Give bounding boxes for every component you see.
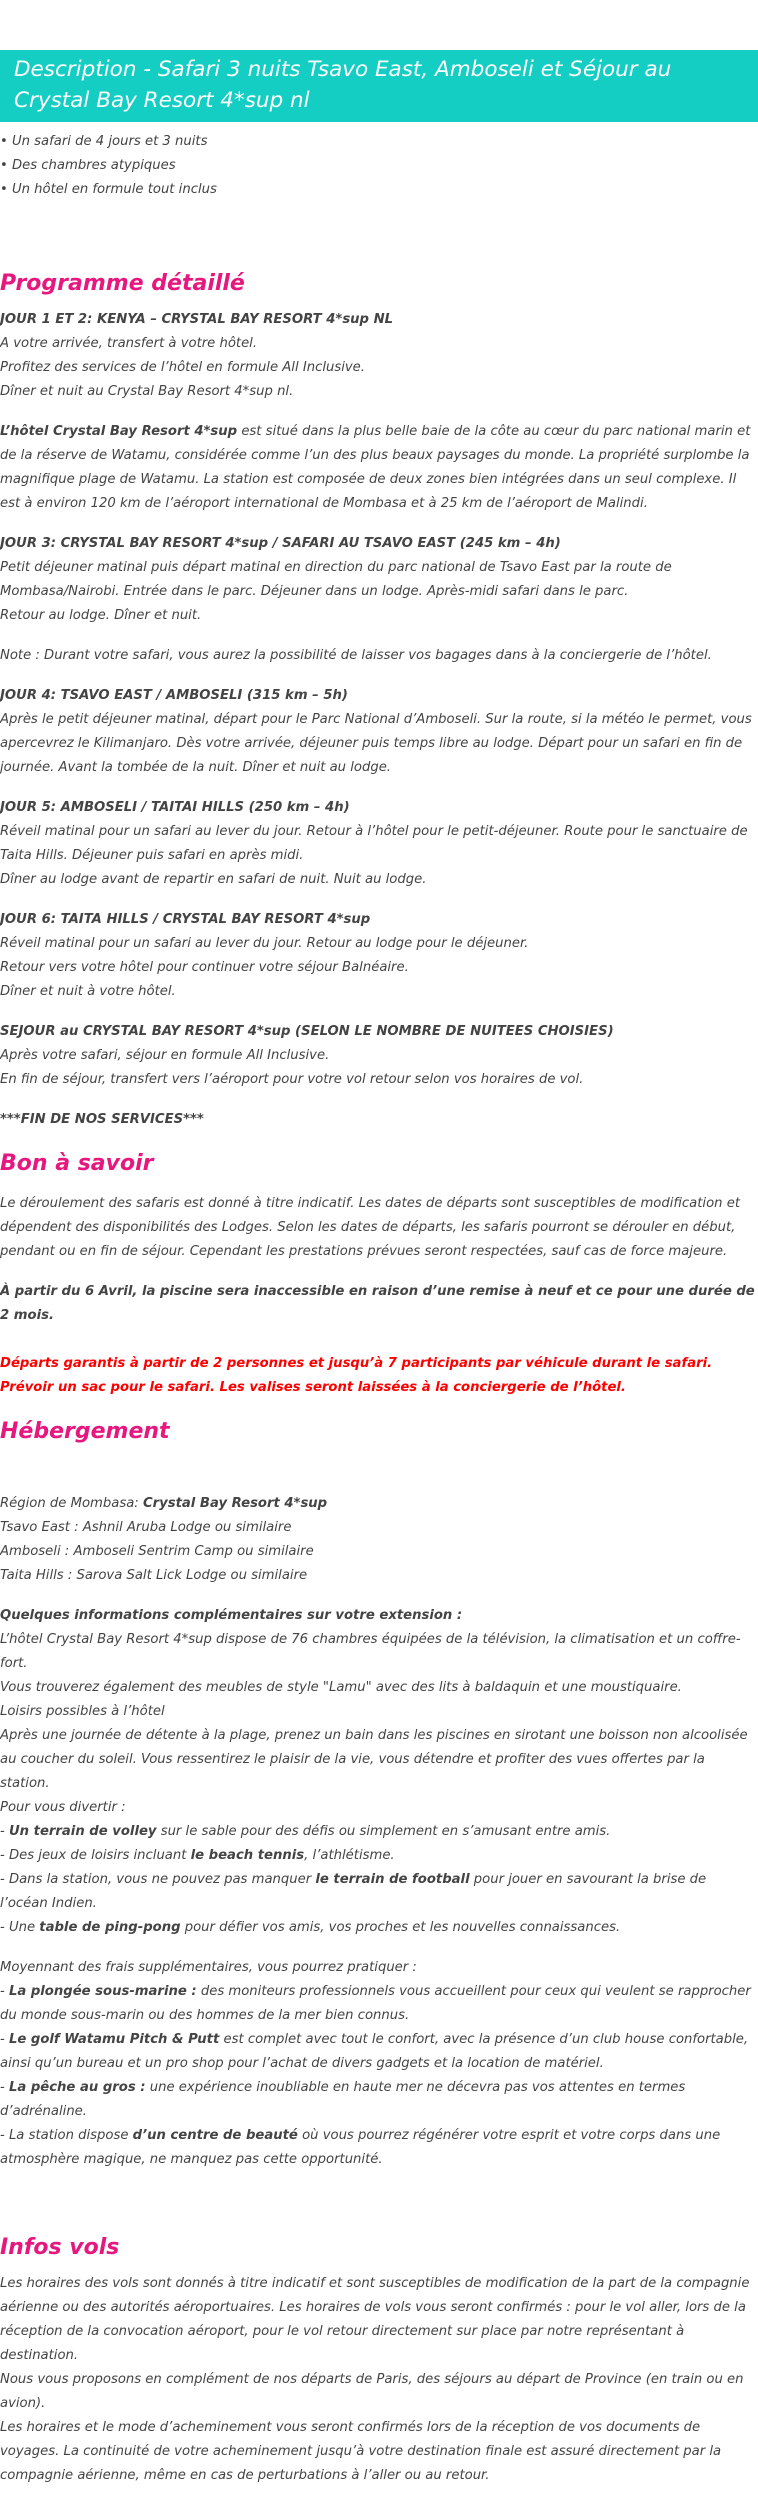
bon-a-savoir-heading: Bon à savoir bbox=[0, 1151, 154, 1176]
page bbox=[0, 50, 758, 2502]
end-of-services: ***FIN DE NOS SERVICES*** bbox=[0, 1112, 204, 1127]
note-text: Note : Durant votre safari, vous aurez la possibilité de laisser vos bagages dans à la conciergerie de l’hôtel. bbox=[0, 648, 712, 663]
activity-item bbox=[0, 1868, 758, 1916]
activity-item bbox=[0, 1820, 758, 1844]
hotel-text: est situé dans la plus belle baie de la côte au cœur du parc national marin et de la réserve de Watamu, considérée comme l’un des plus beaux paysages du monde. La propriété surplombe la magnifique plage de Watamu. La station est composée de deux zones bien intégrées dans un seul complexe. Il est à environ 120 km de l’aéroport international de Mombasa et à 25 km de l’aéroport de Malindi. bbox=[0, 424, 751, 511]
activity-text: où vous pourrez régénérer votre esprit et votre corps dans une atmosphère magique, ne manquez pas cette opportunité. bbox=[0, 2128, 721, 2167]
activity-prefix: - La station dispose bbox=[0, 2128, 133, 2143]
day-text: Dîner et nuit à votre hôtel. bbox=[0, 984, 176, 999]
activity-text: des moniteurs professionnels vous accueillent pour ceux qui veulent se rapprocher du monde sous-marin ou des hommes de la mer bien connus. bbox=[0, 1984, 751, 2023]
activity-prefix: - bbox=[0, 2032, 9, 2047]
activity-name: le terrain de football bbox=[315, 1872, 470, 1887]
day-text: Retour au lodge. Dîner et nuit. bbox=[0, 608, 202, 623]
programme-section bbox=[0, 308, 758, 1132]
info-paragraph: Le déroulement des safaris est donné à titre indicatif. Les dates de départs sont susceptibles de modification et dépendent des disponibilités des Lodges. Selon les dates de départs, les safaris pourront se dérouler en début, pendant ou en fin de séjour. Cependant les prestations prévues seront respectées, sauf cas de force majeure. bbox=[0, 1196, 740, 1259]
warning-text: Prévoir un sac pour le safari. Les valises seront laissées à la conciergerie de l’hôtel. bbox=[0, 1380, 626, 1395]
activity-text: , l’athlétisme. bbox=[304, 1848, 395, 1863]
day-text: En fin de séjour, transfert vers l’aéroport pour votre vol retour selon vos horaires de vol. bbox=[0, 1072, 584, 1087]
flight-info-text: Nous vous proposons en complément de nos départs de Paris, des séjours au départ de Province (en train ou en avion). bbox=[0, 2372, 744, 2411]
activity-name: le beach tennis bbox=[190, 1848, 305, 1863]
hotel-name: L’hôtel Crystal Bay Resort 4*sup bbox=[0, 424, 238, 439]
highlights-list bbox=[0, 130, 758, 202]
day-text: Après le petit déjeuner matinal, départ pour le Parc National d’Amboseli. Sur la route, si la météo le permet, vous apercevrez le Kilimanjaro. Dès votre arrivée, déjeuner puis temps libre au lodge. Départ pour un safari en fin de journée. Avant la tombée de la nuit. Dîner et nuit au lodge. bbox=[0, 712, 752, 775]
programme-heading: Programme détaillé bbox=[0, 271, 245, 296]
activity-text: pour jouer en savourant la brise de l’océan Indien. bbox=[0, 1872, 707, 1911]
day-title: SEJOUR au CRYSTAL BAY RESORT 4*sup (SELON LE NOMBRE DE NUITEES CHOISIES) bbox=[0, 1024, 614, 1039]
page-title-banner bbox=[0, 50, 758, 122]
day-text: Réveil matinal pour un safari au lever du jour. Retour au lodge pour le déjeuner. bbox=[0, 936, 529, 951]
pool-notice: À partir du 6 Avril, la piscine sera inaccessible en raison d’une remise à neuf et ce pour une durée de 2 mois. bbox=[0, 1284, 755, 1323]
lodging-line: Tsavo East : Ashnil Aruba Lodge ou similaire bbox=[0, 1520, 292, 1535]
activity-name: Le golf Watamu Pitch & Putt bbox=[8, 2032, 220, 2047]
activity-prefix: - Dans la station, vous ne pouvez pas manquer bbox=[0, 1872, 316, 1887]
page-title: Description - Safari 3 nuits Tsavo East, Amboseli et Séjour au Crystal Bay Resort 4*sup nl bbox=[14, 57, 672, 113]
lodging-line: Taita Hills : Sarova Salt Lick Lodge ou similaire bbox=[0, 1568, 308, 1583]
extension-text: Après une journée de détente à la plage, prenez un bain dans les piscines en sirotant une boisson non alcoolisée au coucher du soleil. Vous ressentirez le plaisir de la vie, vous détendre et profiter des vues offertes par la station. bbox=[0, 1728, 748, 1791]
activity-name: table de ping-pong bbox=[39, 1920, 181, 1935]
day-title: JOUR 5: AMBOSELI / TAITAI HILLS (250 km – 4h) bbox=[0, 800, 350, 815]
list-item: • Des chambres atypiques bbox=[0, 158, 176, 173]
extra-activity-item bbox=[0, 1980, 758, 2028]
day-text: A votre arrivée, transfert à votre hôtel. bbox=[0, 336, 258, 351]
day-text: Profitez des services de l’hôtel en formule All Inclusive. bbox=[0, 360, 365, 375]
bon-a-savoir-section bbox=[0, 1192, 758, 1400]
extension-text: Loisirs possibles à l’hôtel bbox=[0, 1704, 165, 1719]
day-title: JOUR 1 ET 2: KENYA – CRYSTAL BAY RESORT 4*sup NL bbox=[0, 312, 394, 327]
list-item: • Un hôtel en formule tout inclus bbox=[0, 182, 217, 197]
activity-name: La plongée sous-marine : bbox=[8, 1984, 197, 1999]
activity-text: est complet avec tout le confort, avec la présence d’un club house confortable, ainsi qu’un bureau et un pro shop pour l’achat de divers gadgets et la location de matériel. bbox=[0, 2032, 749, 2071]
extension-text: L’hôtel Crystal Bay Resort 4*sup dispose de 76 chambres équipées de la télévision, la climatisation et un coffre-fort. bbox=[0, 1632, 741, 1671]
day-title: JOUR 4: TSAVO EAST / AMBOSELI (315 km – 5h) bbox=[0, 688, 348, 703]
hotel-description bbox=[0, 420, 758, 516]
lodging-line: Amboseli : Amboseli Sentrim Camp ou similaire bbox=[0, 1544, 314, 1559]
extra-activity-item bbox=[0, 2028, 758, 2076]
extra-activity-item bbox=[0, 2076, 758, 2124]
extra-activities-intro: Moyennant des frais supplémentaires, vous pourrez pratiquer : bbox=[0, 1960, 417, 1975]
hebergement-section bbox=[0, 1492, 758, 2172]
lodging-hotel-name: Crystal Bay Resort 4*sup bbox=[142, 1496, 328, 1511]
activity-prefix: - Des jeux de loisirs incluant bbox=[0, 1848, 191, 1863]
activity-prefix: - Une bbox=[0, 1920, 40, 1935]
activity-name: Un terrain de volley bbox=[8, 1824, 157, 1839]
flight-info-text: Les horaires des vols sont donnés à titre indicatif et sont susceptibles de modification de la part de la compagnie aérienne ou des autorités aéroportuaires. Les horaires de vols vous seront confirmés : pour le vol aller, lors de la réception de la convocation aéroport, pour le vol retour directement sur place par notre représentant à destination. bbox=[0, 2276, 750, 2363]
activity-item bbox=[0, 1844, 758, 1868]
activity-name: d’un centre de beauté bbox=[132, 2128, 298, 2143]
extension-text: Pour vous divertir : bbox=[0, 1800, 126, 1815]
hebergement-heading: Hébergement bbox=[0, 1419, 170, 1444]
day-text: Retour vers votre hôtel pour continuer votre séjour Balnéaire. bbox=[0, 960, 409, 975]
activity-text: pour défier vos amis, vos proches et les nouvelles connaissances. bbox=[180, 1920, 621, 1935]
activity-text: sur le sable pour des défis ou simplement en s’amusant entre amis. bbox=[156, 1824, 611, 1839]
flight-info-text: Les horaires et le mode d’acheminement vous seront confirmés lors de la réception de vos documents de voyages. La continuité de votre acheminement jusqu’à votre destination finale est assuré directement par la compagnie aérienne, même en cas de perturbations à l’aller ou au retour. bbox=[0, 2420, 722, 2483]
lodging-line bbox=[0, 1492, 758, 1516]
day-title: JOUR 3: CRYSTAL BAY RESORT 4*sup / SAFARI AU TSAVO EAST (245 km – 4h) bbox=[0, 536, 561, 551]
day-title: JOUR 6: TAITA HILLS / CRYSTAL BAY RESORT 4*sup bbox=[0, 912, 371, 927]
list-item: • Un safari de 4 jours et 3 nuits bbox=[0, 134, 208, 149]
day-text: Réveil matinal pour un safari au lever du jour. Retour à l’hôtel pour le petit-déjeuner. Route pour le sanctuaire de Taita Hills. Déjeuner puis safari en après midi. bbox=[0, 824, 748, 863]
infos-vols-section bbox=[0, 2272, 758, 2488]
infos-vols-heading: Infos vols bbox=[0, 2235, 120, 2260]
day-text: Après votre safari, séjour en formule All Inclusive. bbox=[0, 1048, 330, 1063]
activity-prefix: - bbox=[0, 1824, 9, 1839]
activity-text: une expérience inoubliable en haute mer ne décevra pas vos attentes en termes d’adrénaline. bbox=[0, 2080, 686, 2119]
activity-prefix: - bbox=[0, 1984, 9, 1999]
activity-name: La pêche au gros : bbox=[8, 2080, 146, 2095]
activity-prefix: - bbox=[0, 2080, 9, 2095]
day-text: Petit déjeuner matinal puis départ matinal en direction du parc national de Tsavo East par la route de Mombasa/Nairobi. Entrée dans le parc. Déjeuner dans un lodge. Après-midi safari dans le parc. bbox=[0, 560, 672, 599]
extension-info-title: Quelques informations complémentaires sur votre extension : bbox=[0, 1608, 463, 1623]
extra-activity-item bbox=[0, 2124, 758, 2172]
day-text: Dîner au lodge avant de repartir en safari de nuit. Nuit au lodge. bbox=[0, 872, 427, 887]
day-text: Dîner et nuit au Crystal Bay Resort 4*sup nl. bbox=[0, 384, 294, 399]
warning-text: Départs garantis à partir de 2 personnes et jusqu’à 7 participants par véhicule durant le safari. bbox=[0, 1356, 713, 1371]
activity-item bbox=[0, 1916, 758, 1940]
extension-text: Vous trouverez également des meubles de style "Lamu" avec des lits à baldaquin et une moustiquaire. bbox=[0, 1680, 682, 1695]
lodging-region: Région de Mombasa: bbox=[0, 1496, 143, 1511]
